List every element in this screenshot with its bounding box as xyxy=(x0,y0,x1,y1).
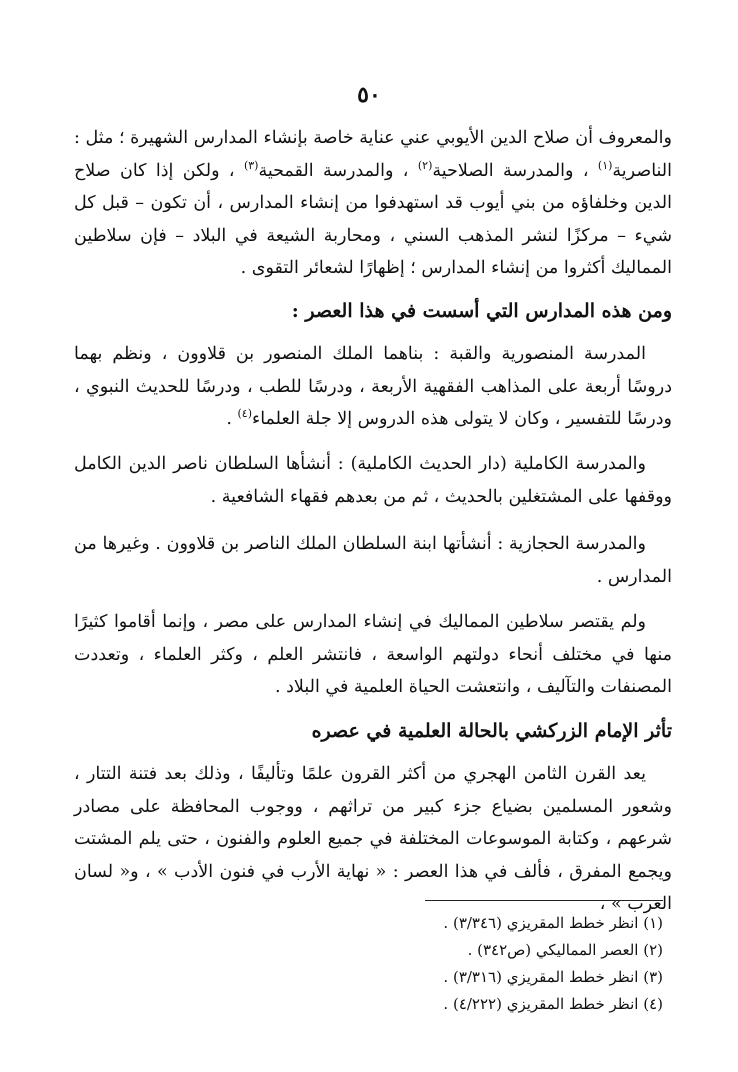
paragraph-salah-al-din-schools xyxy=(74,122,672,285)
footnote-divider xyxy=(425,900,663,901)
paragraph-text: ، والمدرسة الصلاحية xyxy=(432,160,589,181)
paragraph-text: المدرسة المنصورية والقبة : بناهما الملك المنصور بن قلاوون ، ونظم بهما دروسًا أربعة على المذاهب الفقهية الأربعة ، ودرسًا للطب ، ودرسًا للحديث النبوي ، ودرسًا للتفسير ، وكان لا يتولى هذه الدروس إلا جلة العلماء xyxy=(74,344,672,429)
paragraph-text: ، ولكن إذا كان صلاح الدين وخلفاؤه من بني أيوب قد استهدفوا من إنشاء المدارس ، أن تكون – قبل كل شيء – مركزًا لنشر المذهب السني ، ومحاربة الشيعة في البلاد – فإن سلاطين المماليك أكثروا من إنشاء المدارس ؛ إظهارًا لشعائر التقوى . xyxy=(74,160,672,278)
paragraph-mansuriya-school xyxy=(74,338,672,436)
footnote-ref-2[interactable]: (٢) xyxy=(417,158,433,172)
paragraph-text: ، والمدرسة القمحية xyxy=(258,160,409,181)
paragraph-hijaziya-school: والمدرسة الحجازية : أنشأتها ابنة السلطان الملك الناصر بن قلاوون . وغيرها من المدارس . xyxy=(74,534,672,587)
footnote-ref-1[interactable]: (١) xyxy=(597,158,613,172)
paragraph-text: والمعروف أن صلاح الدين الأيوبي عني عناية خاصة بإنشاء المدارس الشهيرة ؛ مثل : الناصرية xyxy=(74,128,672,181)
footnote-ref-4[interactable]: (٤) xyxy=(237,407,252,421)
footnote-ref-3[interactable]: (٣) xyxy=(243,158,259,172)
footnote-1: (١) انظر خطط المقريزي (٣/٣٤٦) . xyxy=(443,914,663,932)
paragraph-mamluk-sultans: ولم يقتصر سلاطين المماليك في إنشاء المدارس على مصر ، وإنما أقاموا كثيرًا منها في مختلف أنحاء دولتهم الواسعة ، فانتشر العلم ، وكثر العلماء ، وتعددت المصنفات والتآليف ، وانتعشت الحياة العلمية في البلاد . xyxy=(74,612,672,697)
footnote-4: (٤) انظر خطط المقريزي (٤/٢٢٢) . xyxy=(443,995,663,1013)
paragraph-text: . xyxy=(226,409,232,429)
page-number: ٥٠ xyxy=(357,82,381,108)
paragraph-kamiliya-school: والمدرسة الكاملية (دار الحديث الكاملية) : أنشأها السلطان ناصر الدين الكامل ووقفها على المشتغلين بالحديث ، ثم من بعدهم فقهاء الشافعية . xyxy=(74,454,672,507)
footnote-2: (٢) العصر المماليكي (ص٣٤٢) . xyxy=(467,941,663,959)
section-heading-zarkashi: تأثر الإمام الزركشي بالحالة العلمية في عصره xyxy=(311,720,672,742)
footnotes-list xyxy=(243,910,663,1018)
section-heading-schools: ومن هذه المدارس التي أسست في هذا العصر : xyxy=(291,300,672,322)
footnote-3: (٣) انظر خطط المقريزي (٣/٣١٦) . xyxy=(443,968,663,986)
paragraph-eighth-century: يعد القرن الثامن الهجري من أكثر القرون علمًا وتأليفًا ، وذلك بعد فتنة التتار ، وشعور المسلمين بضياع جزء كبير من تراثهم ، ووجوب المحافظة على مصادر شرعهم ، وكتابة الموسوعات المختلفة في جميع العلوم والفنون ، حتى يلم المشتت ويجمع المفرق ، فألف في هذا العصر : « نهاية الأرب في فنون الأدب » ، و« لسان العرب » ، xyxy=(74,764,672,914)
